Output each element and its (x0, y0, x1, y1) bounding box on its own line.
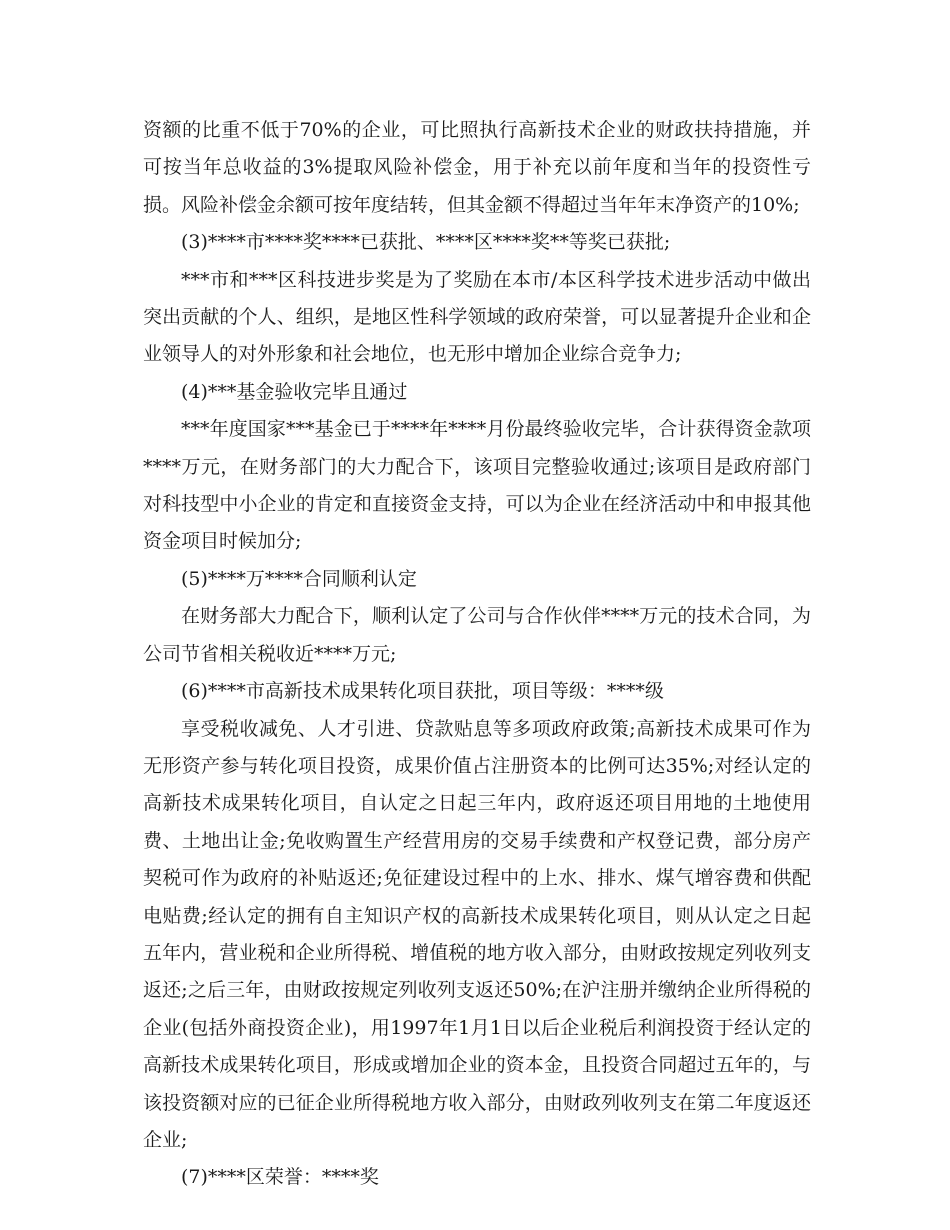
paragraph-tech-transformation: 享受税收减免、人才引进、贷款贴息等多项政府政策;高新技术成果可作为无形资产参与转化项目投资，成果价值占注册资本的比例可达35%;对经认定的高新技术成果转化项目，自认定之日起三年内，政府返还项目用地的土地使用费、土地出让金;免收购置生产经营用房的交易手续费和产权登记费，部分房产契税可作为政府的补贴返还;免征建设过程中的上水、排水、煤气增容费和供配电贴费;经认定的拥有自主知识产权的高新技术成果转化项目，则从认定之日起五年内，营业税和企业所得税、增值税的地方收入部分，由财政按规定列收列支返还;之后三年，由财政按规定列收列支返还50%;在沪注册并缴纳企业所得税的企业(包括外商投资企业)，用1997年1月1日以后企业税后利润投资于经认定的高新技术成果转化项目，形成或增加企业的资本金，且投资合同超过五年的，与该投资额对应的已征企业所得税地方收入部分，由财政列收列支在第二年度返还企业; (143, 717, 811, 1151)
heading-item-3: (3)****市****奖****已获批、****区****奖**等奖已获批; (181, 231, 671, 254)
paragraph-science-award: ***市和***区科技进步奖是为了奖励在本市/本区科学技术进步活动中做出突出贡献的个人、组织，是地区性科学领域的政府荣誉，可以显著提升企业和企业领导人的对外形象和社会地位，也无形中增加企业综合竞争力; (143, 268, 811, 366)
paragraph-contract-recognition: 在财务部大力配合下，顺利认定了公司与合作伙伴****万元的技术合同，为公司节省相关税收近****万元; (143, 605, 811, 665)
paragraph-fund-acceptance: ***年度国家***基金已于****年****月份最终验收完毕，合计获得资金款项****万元，在财务部门的大力配合下，该项目完整验收通过;该项目是政府部门对科技型中小企业的肯定和直接资金支持，可以为企业在经济活动中和申报其他资金项目时候加分; (143, 418, 811, 553)
heading-item-5: (5)****万****合同顺利认定 (181, 567, 417, 590)
heading-item-6: (6)****市高新技术成果转化项目获批，项目等级：****级 (181, 680, 664, 703)
document-body (143, 112, 811, 1197)
heading-item-7: (7)****区荣誉：****奖 (181, 1166, 379, 1189)
paragraph-risk-compensation: 资额的比重不低于70%的企业，可比照执行高新技术企业的财政扶持措施，并可按当年总收益的3%提取风险补偿金，用于补充以前年度和当年的投资性亏损。风险补偿金余额可按年度结转，但其金额不得超过当年年末净资产的10%; (143, 119, 811, 216)
heading-item-4: (4)***基金验收完毕且通过 (181, 380, 408, 403)
